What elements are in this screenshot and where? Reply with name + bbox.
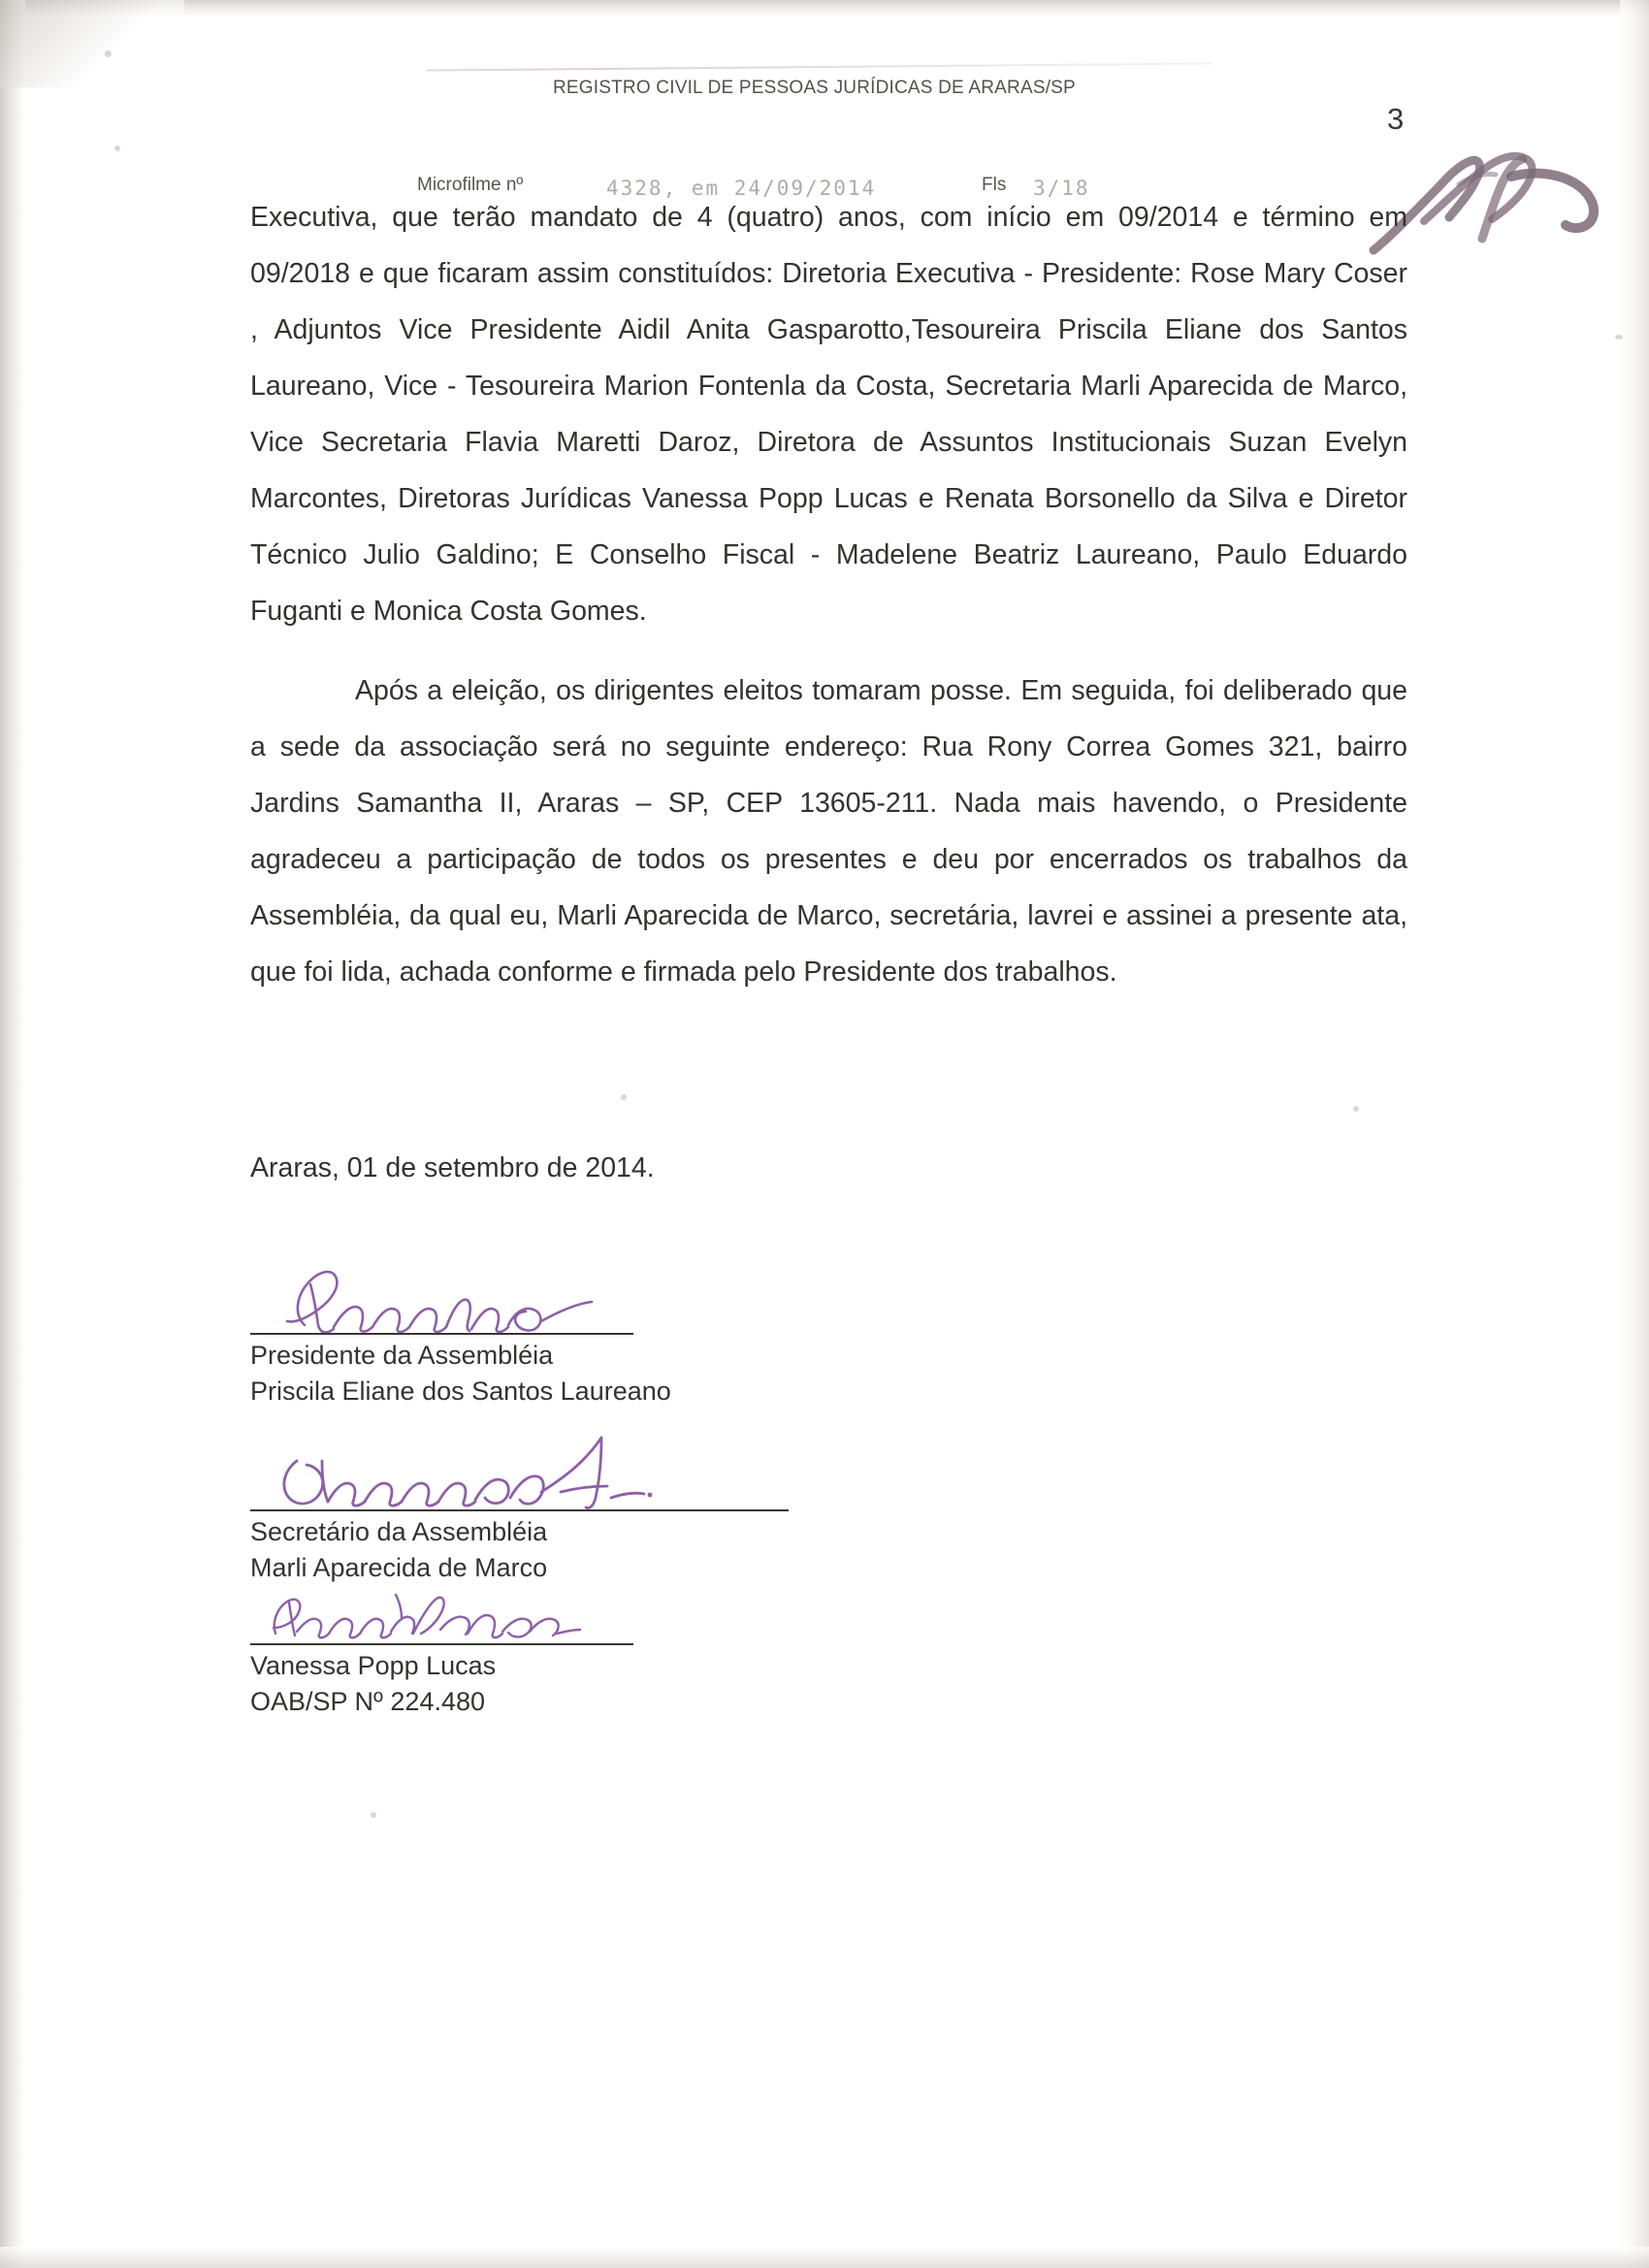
scan-speck <box>105 50 112 57</box>
signature-name-lawyer: Vanessa Popp Lucas <box>250 1651 497 1680</box>
scan-speck <box>1353 1106 1359 1112</box>
signature-ink-lawyer <box>250 1589 793 1643</box>
signature-oab-lawyer: OAB/SP Nº 224.480 <box>250 1687 486 1716</box>
place-and-date: Araras, 01 de setembro de 2014. <box>250 1152 655 1183</box>
scan-edge-top <box>0 0 1649 17</box>
microfilme-value: 4328, em 24/09/2014 <box>606 177 877 200</box>
handwritten-signature-icon <box>250 1589 793 1643</box>
signature-role-secretary: Secretário da Assembléia <box>250 1517 548 1546</box>
document-body <box>250 189 1407 1000</box>
signature-ink-president <box>250 1261 793 1333</box>
signature-name-president: Priscila Eliane dos Santos Laureano <box>250 1377 671 1406</box>
scan-speck <box>621 1094 627 1100</box>
scan-edge-bottom <box>0 2247 1649 2268</box>
body-paragraph-1: Executiva, que terão mandato de 4 (quatro) anos, com início em 09/2014 e término em 09/2018 e que ficaram assim constituídos: Diretoria Executiva - Presidente: Rose Mary Coser , Adjuntos Vice Presidente Aidil Anita Gasparotto,Tesoureira Priscila Eliane dos Santos Laureano, Vice - Tesoureira Marion Fontenla da Costa, Secretaria Marli Aparecida de Marco, Vice Secretaria Flavia Maretti Daroz, Diretora de Assuntos Institucionais Suzan Evelyn Marcontes, Diretoras Jurídicas Vanessa Popp Lucas e Renata Borsonello da Silva e Diretor Técnico Julio Galdino; E Conselho Fiscal - Madelene Beatriz Laureano, Paulo Eduardo Fuganti e Monica Costa Gomes. <box>250 202 1407 627</box>
page-number: 3 <box>1387 102 1405 136</box>
signature-name-secretary: Marli Aparecida de Marco <box>250 1553 548 1582</box>
signature-block-president <box>250 1261 793 1409</box>
fls-value: 3/18 <box>1033 177 1090 200</box>
scan-corner-fold <box>0 0 184 87</box>
scan-speck <box>114 146 120 151</box>
fls-label: Fls <box>982 175 1007 195</box>
signature-ink-secretary <box>250 1434 793 1509</box>
handwritten-signature-icon <box>250 1261 793 1333</box>
signature-role-president: Presidente da Assembléia <box>250 1341 554 1370</box>
scan-edge-left <box>0 0 25 2268</box>
scan-edge-right <box>1620 0 1649 2268</box>
handwritten-signature-icon <box>250 1434 793 1509</box>
microfilme-label: Microfilme nº <box>417 175 524 195</box>
body-paragraph-2: Após a eleição, os dirigentes eleitos tomaram posse. Em seguida, foi deliberado que a sede da associação será no seguinte endereço: Rua Rony Correa Gomes 321, bairro Jardins Samantha II, Araras – SP, CEP 13605-211. Nada mais havendo, o Presidente agradeceu a participação de todos os presentes e deu por encerrados os trabalhos da Assembléia, da qual eu, Marli Aparecida de Marco, secretária, lavrei e assinei a presente ata, que foi lida, achada conforme e firmada pelo Presidente dos trabalhos. <box>250 675 1407 988</box>
scan-speck <box>371 1812 376 1818</box>
signature-block-secretary <box>250 1434 793 1586</box>
registry-title: REGISTRO CIVIL DE PESSOAS JURÍDICAS DE ARARAS/SP <box>553 78 1076 98</box>
scan-speck <box>1615 335 1623 340</box>
signature-block-lawyer <box>250 1589 793 1720</box>
stamp-rule-line <box>427 62 1212 71</box>
